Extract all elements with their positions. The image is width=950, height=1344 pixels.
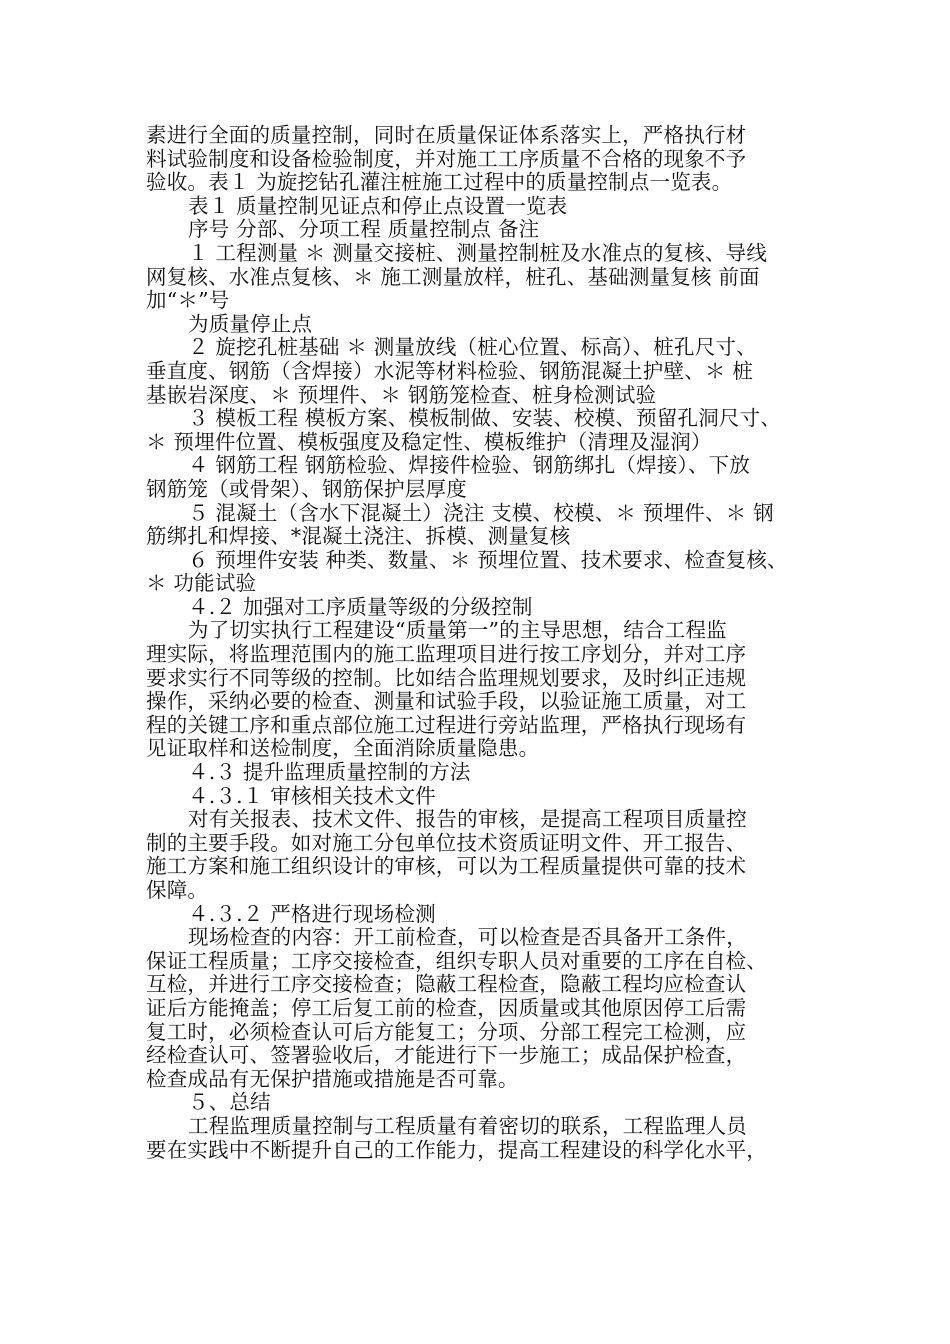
- text-line: 操作，采纳必要的检查、测量和试验手段，以验证施工质量，对工: [146, 689, 747, 714]
- text-line: 垂直度、钢筋（含焊接）水泥等材料检验、钢筋混凝土护壁、＊ 桩: [146, 358, 754, 383]
- text-line: ３ 模板工程 模板方案、模板制做、安装、校模、预留孔洞尺寸、: [188, 406, 782, 431]
- text-line: ２ 旋挖孔桩基础 ＊ 测量放线（桩心位置、标高）、桩孔尺寸、: [188, 335, 757, 360]
- text-line: 钢筋笼（或骨架）、钢筋保护层厚度: [146, 476, 467, 501]
- text-line: ５、总结: [188, 1090, 271, 1115]
- text-line: 见证取样和送检制度，全面消除质量隐患。: [146, 736, 540, 761]
- text-line: ＊ 功能试验: [146, 571, 257, 596]
- text-line: 为质量停止点: [188, 311, 313, 336]
- text-line: 保障。: [146, 878, 209, 902]
- text-line: １ 工程测量 ＊ 测量交接桩、测量控制桩及水准点的复核、导线: [188, 240, 768, 265]
- text-line: 筋绑扎和焊接、*混凝土浇注、拆模、测量复核: [146, 524, 571, 549]
- text-line: ＊ 预埋件位置、模板强度及稳定性、模板维护（清理及湿润）: [146, 429, 712, 454]
- text-line: 互检，并进行工序交接检查；隐蔽工程检查，隐蔽工程均应检查认: [146, 972, 747, 997]
- text-line: ６ 预埋件安装 种类、数量、＊ 预埋位置、技术要求、检查复核、: [188, 547, 788, 572]
- text-line: 工程监理质量控制与工程质量有着密切的联系，工程监理人员: [188, 1113, 747, 1138]
- text-line: 复工时，必须检查认可后方能复工；分项、分部工程完工检测，应: [146, 1019, 747, 1044]
- text-line: 网复核、水准点复核、＊ 施工测量放样，桩孔、基础测量复核 前面: [146, 264, 760, 289]
- text-line: ４.３.２ 严格进行现场检测: [188, 901, 436, 926]
- text-line: 对有关报表、技术文件、报告的审核，是提高工程项目质量控: [188, 807, 747, 832]
- text-line: 验收。表１ 为旋挖钻孔灌注桩施工过程中的质量控制点一览表。: [146, 170, 733, 195]
- text-line: 基嵌岩深度、＊ 预埋件、＊ 钢筋笼检查、桩身检测试验: [146, 382, 657, 407]
- text-line: 要求实行不同等级的控制。比如结合监理规划要求，及时纠正违规: [146, 665, 747, 690]
- text-line: ４.３ 提升监理质量控制的方法: [188, 760, 471, 785]
- text-line: 加“＊”号: [146, 288, 230, 313]
- text-line: 程的关键工序和重点部位施工过程进行旁站监理，严格执行现场有: [146, 712, 747, 737]
- text-line: 经检查认可、签署验收后，才能进行下一步施工；成品保护检查，: [146, 1043, 747, 1068]
- text-line: 制的主要手段。如对施工分包单位技术资质证明文件、开工报告、: [146, 830, 747, 855]
- text-line: 证后方能掩盖；停工后复工前的检查，因质量或其他原因停工后需: [146, 995, 747, 1020]
- text-line: 检查成品有无保护措施或措施是否可靠。: [146, 1066, 519, 1091]
- text-line: 保证工程质量；工序交接检查，组织专职人员对重要的工序在自检、: [146, 948, 767, 973]
- text-line: ５ 混凝土（含水下混凝土）浇注 支模、校模、＊ 预埋件、＊ 钢: [188, 500, 774, 525]
- text-line: 理实际，将监理范围内的施工监理项目进行按工序划分，并对工序: [146, 642, 747, 667]
- text-line: 序号 分部、分项工程 质量控制点 备注: [188, 217, 540, 242]
- text-line: 现场检查的内容：开工前检查，可以检查是否具备开工条件，: [188, 925, 747, 950]
- document-page: [146, 124, 818, 1162]
- text-line: 素进行全面的质量控制，同时在质量保证体系落实上，严格执行材: [146, 123, 747, 147]
- text-line: 表１ 质量控制见证点和停止点设置一览表: [188, 193, 568, 218]
- text-line: ４.２ 加强对工序质量等级的分级控制: [188, 594, 533, 619]
- text-line: 要在实践中不断提升自己的工作能力，提高工程建设的科学化水平，: [146, 1137, 767, 1162]
- text-line: 料试验制度和设备检验制度，并对施工工序质量不合格的现象不予: [146, 146, 747, 171]
- text-line: ４ 钢筋工程 钢筋检验、焊接件检验、钢筋绑扎（焊接）、下放: [188, 453, 751, 478]
- document-body: [146, 124, 818, 1162]
- text-line: 为了切实执行工程建设“质量第一”的主导思想，结合工程监: [188, 618, 727, 643]
- text-line: 施工方案和施工组织设计的审核，可以为工程质量提供可靠的技术: [146, 854, 747, 879]
- text-line: ４.３.１ 审核相关技术文件: [188, 783, 436, 808]
